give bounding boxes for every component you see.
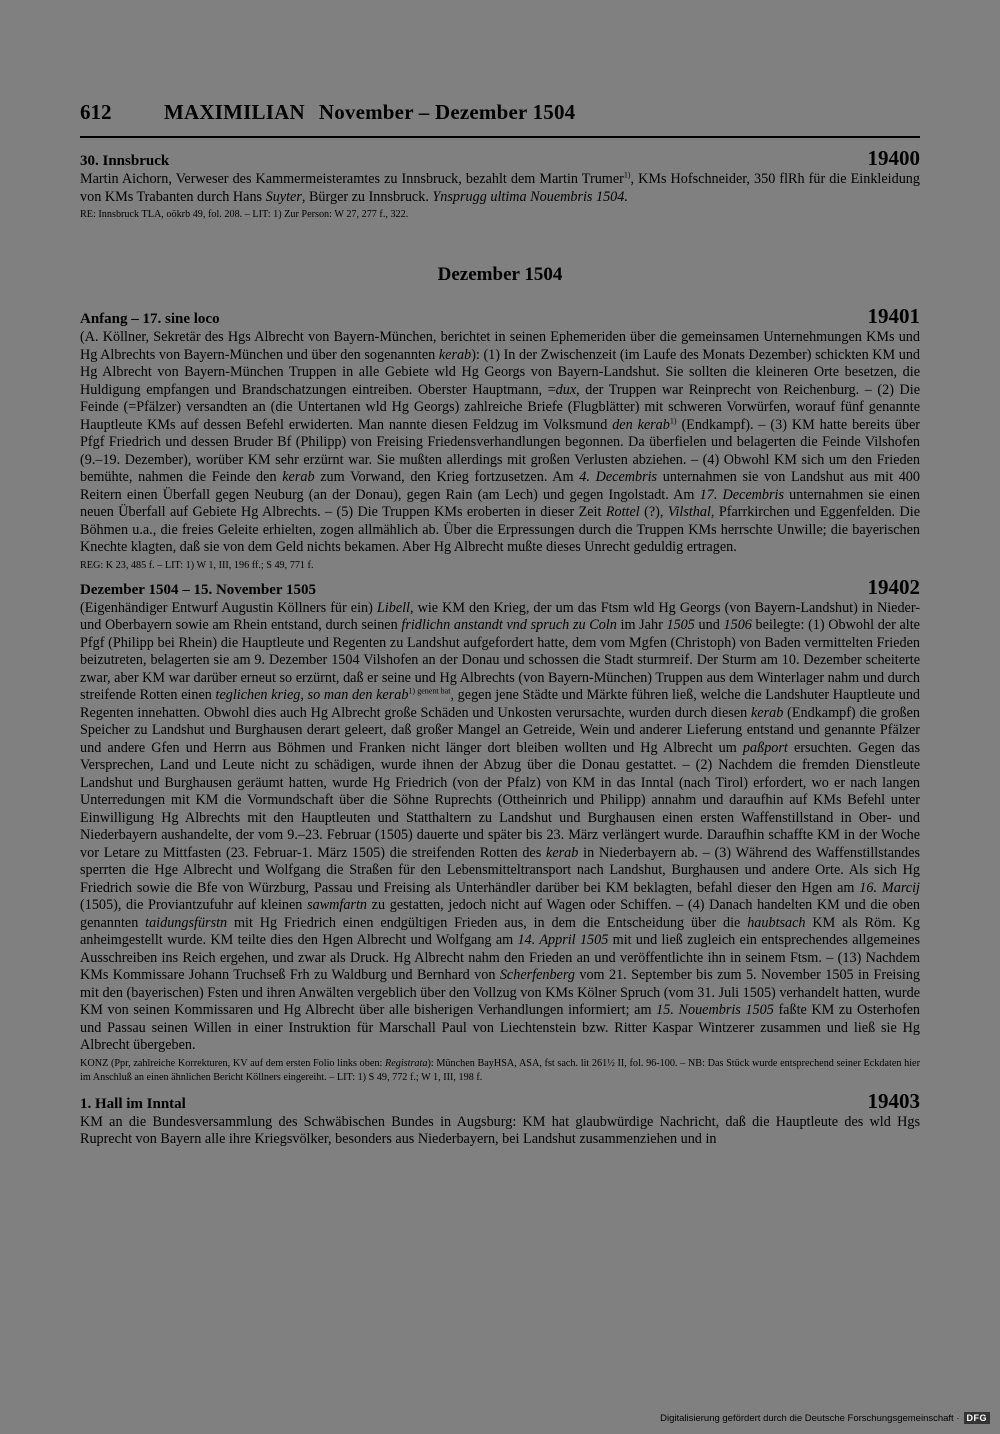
entry-date-place: 30. Innsbruck bbox=[80, 153, 170, 169]
entry-text: KM an die Bundesversammlung des Schwäbischen Bundes in Augsburg: KM hat glaubwürdige Nachricht, daß die Hauptleute des wld Hgs Ruprecht von Bayern alle ihre Kriegsvölker, besonders aus Niederbayern, bei Landshut zusammenziehen und in bbox=[80, 1113, 920, 1147]
footer bbox=[660, 1412, 990, 1424]
running-title bbox=[164, 100, 575, 125]
entry-heading bbox=[80, 574, 920, 600]
funding-note: Digitalisierung gefördert durch die Deutsche Forschungsgemeinschaft · bbox=[660, 1412, 960, 1424]
page-number: 612 bbox=[80, 100, 112, 124]
document-page bbox=[80, 100, 920, 1149]
entry-text: (Eigenhändiger Entwurf Augustin Köllners für ein) Libell, wie KM den Krieg, der um das Ftsm wld Hg Georgs (von Bayern-Landshut) in Nieder- und Oberbayern sowie am Rhein entstand, durch seinen fridlichn anstandt vnd spruch zu Coln im Jahr 1505 und 1506 beilegte: (1) Obwohl der alte Pfgf (Philipp bei Rhein) die Hauptleute und Regenten zu Landshut aufgefordert hatte, dem vom Mgfen (Christoph) von Baden vermittelten Frieden beizutreten, belagerten sie am 9. Dezember 1504 Vilshofen an der Donau und schossen die Stadt sturmreif. Der Sturm am 10. Dezember scheiterte zwar, aber KM war darüber erneut so erzürnt, daß er seine und Hg Albrechts (von Bayern-München) Truppen aus dem Winterlager nahm und durch streifende Rotten einen teglichen krieg, so man den kerab$^{1) genent hat}$, gegen jene Städte und Märkte führen ließ, welche die Landshuter Hauptleute und Regenten innehatten. Obwohl dies auch Hg Albrecht große Schäden und Unkosten verursachte, wurden durch diesen kerab (Endkampf) die großen Speicher zu Landshut und Burghausen derart geleert, daß großer Mangel an Getreide, Wein und anderer Lieferung entstand und genannte Pfälzer und andere Gfen und Herrn aus Böhmen und Franken nicht länger dort bleiben wollten und Hg Albrecht um paßport ersuchten. Gegen das Versprechen, Land und Leute nicht zu schädigen, wurde ihnen der Abzug über die Donau gestattet. – (2) Nachdem die fremden Dienstleute Landshut und Burghausen geräumt hatten, wurde Hg Friedrich (von der Pfalz) von KM in das Inntal (nach Tirol) erfordert, wo er nach langen Unterredungen mit KM die Vormundschaft über die Söhne Ruprechts (Ottheinrich und Philipp) annahm und daraufhin auf KMs Befehl unter Einwilligung Hg Albrechts mit den Hauptleuten und Statthaltern zu Landshut und Burghausen einen ersten Waffenstillstand in Ober- und Niederbayern aushandelte, der vom 9.–23. Februar (1505) dauerte und später bis 23. März verlängert wurde. Daraufhin schaffte KM in der Woche vor Letare zu Mittfasten (23. Februar-1. März 1505) die streifenden Rotten des kerab in Niederbayern ab. – (3) Während des Waffenstillstandes sperrten die Hge Albrecht und Wolfgang die Straßen für den Lebensmitteltransport nach Landshut, Burghausen und andere Orte. Als sich Hg Friedrich sowie die Bfe von Würzburg, Passau und Freising als Unterhändler darüber bei KM beklagten, befahl dieser den Hgen am 16. Marcij (1505), die Proviantzufuhr auf kleinen sawmfartn zu gestatten, jedoch nicht auf Wagen oder Schiffen. – (4) Danach handelten KM und die oben genannten taidungsfürstn mit Hg Friedrich einen endgültigen Frieden aus, in dem die Entscheidung über die haubtsach KM als Röm. Kg anheimgestellt wurde. KM teilte dies den Hgen Albrecht und Wolfgang am 14. Appril 1505 mit und ließ zugleich ein entsprechendes allgemeines Ausschreiben ins Reich ergehen, und zwar als Druck. Hg Albrecht nahm den Frieden an und veröffentlichte ihn in seinem Ftsm. – (13) Nachdem KMs Kommissare Johann Truchseß Frh zu Waldburg und Bernhard von Scherfenberg vom 21. September bis zum 5. November 1505 in Freising mit den (bayerischen) Fsten und ihren Anwälten vergeblich über den Vollzug von KMs Kölner Spruch (vom 31. Juli 1505) verhandelt hatten, wurde KM von seinen Kommissaren und Hg Albrecht über alle bisherigen Verhandlungen informiert; am 15. Nouembris 1505 faßte KM zu Osterhofen und Passau seinen Willen in einer Instruktion für Marschall Paul von Liechtenstein bzw. Ritter Kaspar Wintzerer zusammen und ließ sie Hg Albrecht übergeben. bbox=[80, 599, 921, 1053]
entry-heading bbox=[80, 1088, 920, 1114]
entry-text: (A. Köllner, Sekretär des Hgs Albrecht von Bayern-München, berichtet in seinen Ephemeriden über die gemeinsamen Unternehmungen KMs und Hg Albrechts von Bayern-München und über den sogenannten kerab): (1) In der Zwischenzeit (im Laufe des Monats Dezember) schickten KM und Hg Albrecht von Bayern-München Truppen in alle Gebiete wld Hg Georgs von Bayern-Landshut. Sie sollten die kleineren Orte besetzen, die Huldigung empfangen und Brandschatzungen eintreiben. Oberster Hauptmann, =dux, der Truppen war Reinprecht von Reichenburg. – (2) Die Feinde (=Pfälzer) versandten an (die Untertanen wld Hg Georgs) zahlreiche Briefe (Flugblätter) mit schweren Vorwürfen, worauf fünf genannte Hauptleute KMs auf dessen Befehl erwiderten. Man nannte diesen Feldzug im Volksmund den kerab$^{1)}$ (Endkampf). – (3) KM hatte bereits über Pfgf Friedrich und dessen Bruder Bf (Philipp) von Freising Friedensverhandlungen begonnen. Da überfielen und belagerten die Feinde Vilshofen (9.–19. Dezember), worüber KM sehr erzürnt war. Sie mußten allerdings mit großen Verlusten abziehen. – (4) Obwohl KM sich um den Frieden bemühte, nahmen die Feinde den kerab zum Vorwand, den Krieg fortzusetzen. Am 4. Decembris unternahmen sie von Landshut aus mit 400 Reitern einen Überfall gegen Neuburg (an der Donau), gegen Rain (am Lech) und gegen Ingolstadt. Am 17. Decembris unternahmen sie einen neuen Überfall auf Gebiete Hg Albrechts. – (5) Die Truppen KMs eroberten in dieser Zeit Rottel (?), Vilsthal, Pfarrkirchen und Eggenfelden. Die Böhmen u.a., die freies Geleite erhielten, zogen allmählich ab. Über die Erpressungen durch die Truppen KMs herrschte Unwille; die bayerischen Knechte klagten, daß sie von dem Geld nichts bekamen. Aber Hg Albrecht mußte dieses Unrecht geduldig ertragen. bbox=[80, 329, 921, 555]
entry-number: 19401 bbox=[867, 304, 920, 328]
entry-references: KONZ (Ppr, zahlreiche Korrekturen, KV auf dem ersten Folio links oben: Registrata): München BayHSA, ASA, fst sach. lit 261½ II, fol. 96-100. – NB: Das Stück wurde entsprechend seiner Eckdaten hier im Anschluß an einen ähnlichen Bericht Köllners eingereiht. – LIT: 1) S 49, 772 f.; W 1, III, 198 f. bbox=[80, 1057, 920, 1083]
entry-19402 bbox=[80, 574, 921, 1085]
entry-date-place: Anfang – 17. sine loco bbox=[80, 311, 220, 327]
running-title-date: November – Dezember 1504 bbox=[318, 100, 576, 124]
running-head bbox=[80, 100, 920, 138]
entry-number: 19400 bbox=[867, 146, 920, 170]
section-title: Dezember 1504 bbox=[437, 264, 563, 285]
running-title-name: MAXIMILIAN bbox=[164, 100, 305, 124]
entry-number: 19403 bbox=[867, 1088, 920, 1113]
entry-19401 bbox=[80, 306, 920, 573]
entry-heading bbox=[80, 306, 920, 329]
entry-19403 bbox=[80, 1088, 920, 1149]
entry-references: RE: Innsbruck TLA, oökrb 49, fol. 208. – LIT: 1) Zur Person: W 27, 277 f., 322. bbox=[80, 209, 409, 220]
entry-text: Martin Aichorn, Verweser des Kammermeisteramtes zu Innsbruck, bezahlt dem Martin Trumer$^{1)}$, KMs Hofschneider, 350 flRh für die Einkleidung von KMs Trabanten durch Hans Suyter, Bürger zu Innsbruck. Ynsprugg ultima Nouembris 1504. bbox=[80, 170, 920, 205]
entry-19400 bbox=[80, 148, 920, 222]
entry-date-place: 1. Hall im Inntal bbox=[80, 1095, 186, 1112]
entry-date-place: Dezember 1504 – 15. November 1505 bbox=[80, 581, 317, 598]
entry-references: REG: K 23, 485 f. – LIT: 1) W 1, III, 196 ff.; S 49, 771 f. bbox=[80, 559, 314, 571]
dfg-logo: DFG bbox=[964, 1412, 991, 1424]
entry-heading bbox=[80, 148, 920, 171]
entry-number: 19402 bbox=[867, 574, 920, 599]
